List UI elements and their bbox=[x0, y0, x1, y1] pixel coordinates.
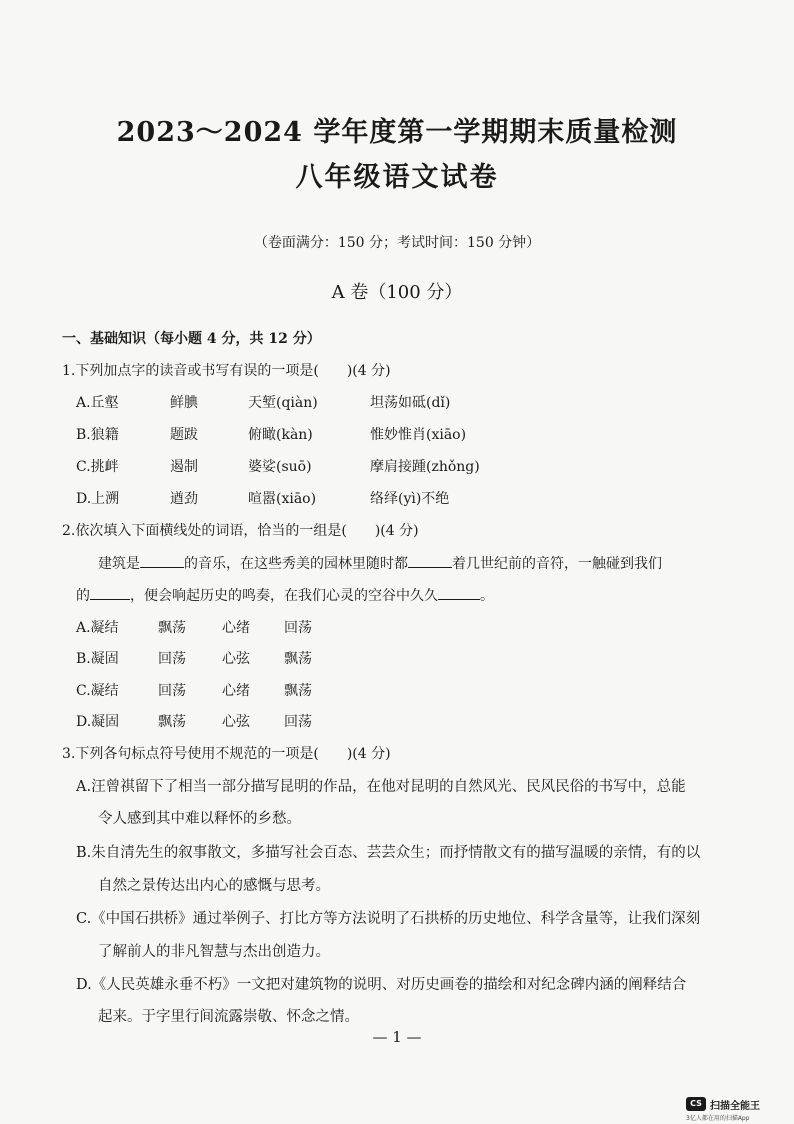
exam-subtitle: 八年级语文试卷 bbox=[295, 162, 499, 193]
q2-c-word1: C.凝结 bbox=[76, 683, 119, 699]
q1-a-word2: 鲜腆 bbox=[170, 395, 198, 411]
scanner-watermark bbox=[686, 1097, 786, 1121]
q3-option-b-line2: 自然之景传达出内心的感慨与思考。 bbox=[98, 878, 330, 894]
q2-c-word3: 心绪 bbox=[222, 683, 250, 699]
q3-option-b-line1: B.朱自清先生的叙事散文，多描写社会百态、芸芸众生；而抒情散文有的描写温暖的亲情，有的以 bbox=[76, 845, 701, 861]
blank-3 bbox=[90, 585, 130, 600]
q2-b-word3: 心弦 bbox=[222, 651, 250, 667]
q2-passage-text: 的 bbox=[76, 588, 90, 604]
page-number: — 1 — bbox=[372, 1028, 422, 1046]
q2-c-word4: 飘荡 bbox=[284, 683, 312, 699]
q3-option-c-line1: C.《中国石拱桥》通过举例子、打比方等方法说明了石拱桥的历史地位、科学含量等，让我们深刻 bbox=[76, 911, 701, 927]
q1-a-word3: 天堑(qiàn) bbox=[248, 395, 318, 411]
q1-a-word4: 坦荡如砥(dǐ) bbox=[370, 395, 451, 411]
q2-passage-text: 。 bbox=[480, 588, 494, 604]
q1-c-word1: C.挑衅 bbox=[76, 459, 119, 475]
part-heading: 一、基础知识（每小题 4 分，共 12 分） bbox=[62, 331, 321, 347]
q1-b-word3: 俯瞰(kàn) bbox=[248, 427, 313, 443]
q3-option-d-line2: 起来。于字里行间流露崇敬、怀念之情。 bbox=[98, 1009, 359, 1025]
q1-d-word1: D.上溯 bbox=[76, 491, 120, 507]
q2-c-word2: 回荡 bbox=[158, 683, 186, 699]
q2-d-word2: 飘荡 bbox=[158, 714, 186, 730]
q1-c-word3: 婆娑(suō) bbox=[248, 459, 312, 475]
question-1-stem: 1.下列加点字的读音或书写有误的一项是( )(4 分) bbox=[62, 363, 391, 379]
q2-passage-line1 bbox=[98, 553, 662, 573]
q2-passage-text: 的音乐，在这些秀美的园林里随时都 bbox=[184, 556, 408, 572]
section-heading: A 卷（100 分） bbox=[331, 282, 463, 303]
blank-2 bbox=[408, 553, 452, 568]
question-3-stem: 3.下列各句标点符号使用不规范的一项是( )(4 分) bbox=[62, 746, 391, 762]
q2-passage-text: 着几世纪前的音符，一触碰到我们 bbox=[452, 556, 662, 572]
q1-b-word1: B.狼籍 bbox=[76, 427, 119, 443]
exam-meta: （卷面满分：150 分；考试时间：150 分钟） bbox=[253, 235, 541, 251]
q3-option-a-line2: 令人感到其中难以释怀的乡愁。 bbox=[98, 811, 301, 827]
q2-passage-line2 bbox=[76, 585, 494, 605]
scanner-name: 扫描全能王 bbox=[710, 1101, 760, 1112]
q2-d-word1: D.凝固 bbox=[76, 714, 120, 730]
q3-option-a-line1: A.汪曾祺留下了相当一部分描写昆明的作品，在他对昆明的自然风光、民风民俗的书写中，总能 bbox=[76, 779, 686, 795]
q1-a-word1: A.丘壑 bbox=[76, 395, 119, 411]
q2-b-word1: B.凝固 bbox=[76, 651, 119, 667]
q1-c-word2: 遏制 bbox=[170, 459, 198, 475]
q1-d-word3: 喧嚣(xiāo) bbox=[248, 491, 317, 507]
q2-b-word4: 飘荡 bbox=[284, 651, 312, 667]
exam-title: 2023～2024 学年度第一学期期末质量检测 bbox=[116, 117, 678, 148]
q2-b-word2: 回荡 bbox=[158, 651, 186, 667]
scanner-logo-icon: CS bbox=[686, 1097, 706, 1111]
q2-d-word4: 回荡 bbox=[284, 714, 312, 730]
scanner-tagline: 3亿人都在用的扫描App bbox=[686, 1115, 750, 1122]
blank-4 bbox=[438, 585, 480, 600]
q2-a-word3: 心绪 bbox=[222, 620, 250, 636]
q2-a-word4: 回荡 bbox=[284, 620, 312, 636]
blank-1 bbox=[140, 553, 184, 568]
q2-passage-text: ，便会响起历史的鸣奏，在我们心灵的空谷中久久 bbox=[130, 588, 438, 604]
q1-c-word4: 摩肩接踵(zhǒng) bbox=[370, 459, 480, 475]
q1-b-word2: 题跋 bbox=[170, 427, 198, 443]
q3-option-c-line2: 了解前人的非凡智慧与杰出创造力。 bbox=[98, 944, 330, 960]
q1-b-word4: 惟妙惟肖(xiāo) bbox=[370, 427, 467, 443]
q3-option-d-line1: D.《人民英雄永垂不朽》一文把对建筑物的说明、对历史画卷的描绘和对纪念碑内涵的阐释结合 bbox=[76, 977, 687, 993]
q1-d-word4: 络绎(yì)不绝 bbox=[370, 491, 450, 507]
question-2-stem: 2.依次填入下面横线处的词语，恰当的一组是( )(4 分) bbox=[62, 523, 419, 539]
q2-d-word3: 心弦 bbox=[222, 714, 250, 730]
q2-passage-text: 建筑是 bbox=[98, 556, 140, 572]
q2-a-word1: A.凝结 bbox=[76, 620, 119, 636]
q1-d-word2: 遒劲 bbox=[170, 491, 198, 507]
q2-a-word2: 飘荡 bbox=[158, 620, 186, 636]
